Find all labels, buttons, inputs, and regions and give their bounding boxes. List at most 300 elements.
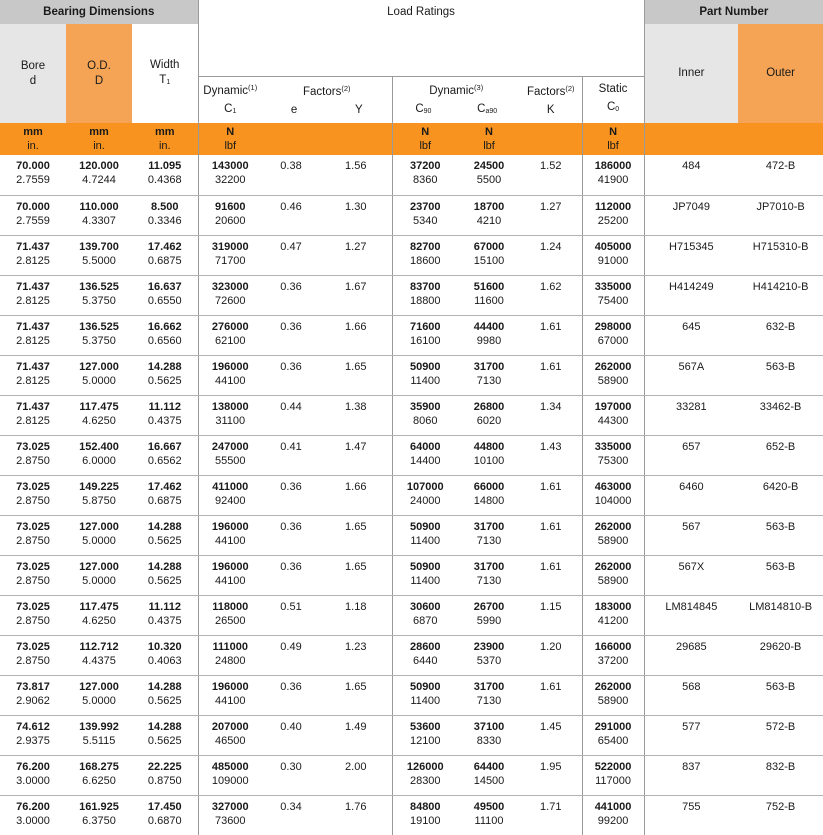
width-cell: [132, 675, 198, 715]
c0-cell: [582, 315, 644, 355]
ca90-value: 37100: [473, 720, 505, 733]
k-cell: [520, 715, 582, 755]
e-value: 0.36: [280, 560, 302, 573]
outer-cell: [738, 235, 823, 275]
c0-cell: [582, 755, 644, 795]
c1-cell: [198, 355, 262, 395]
outer-value: 572-B: [765, 720, 796, 733]
width-cell: [132, 715, 198, 755]
inner-cell: [644, 795, 738, 835]
od-value-secondary: 5.5115: [82, 734, 116, 747]
width-cell: [132, 795, 198, 835]
bore-cell: [0, 755, 66, 795]
c0-value: 291000: [594, 720, 632, 733]
e-cell: [262, 635, 320, 675]
c0-cell: [582, 475, 644, 515]
inner-cell: [644, 635, 738, 675]
bore-cell: [0, 195, 66, 235]
width-cell: [132, 435, 198, 475]
k-value: 1.62: [540, 280, 562, 293]
c0-value-secondary: 104000: [594, 494, 632, 507]
c90-cell: [392, 715, 458, 755]
inner-cell: [644, 435, 738, 475]
width-value-secondary: 0.6870: [147, 814, 182, 827]
y-value: 1.30: [345, 200, 367, 213]
width-value: 16.662: [147, 320, 182, 333]
ca90-value: 49500: [473, 800, 505, 813]
ca90-value: 31700: [473, 360, 505, 373]
width-value: 11.095: [148, 160, 182, 172]
od-header: [66, 24, 132, 123]
c1-value: 196000: [211, 360, 249, 373]
outer-value: 563-B: [765, 680, 796, 693]
width-value: 14.288: [147, 720, 182, 733]
width-value-secondary: 0.5625: [147, 574, 182, 587]
c1-value: 207000: [211, 720, 249, 733]
width-value: 17.450: [147, 800, 182, 813]
ca90-cell: [458, 755, 520, 795]
ca90-cell: [458, 235, 520, 275]
od-value-secondary: 5.8750: [82, 494, 116, 507]
c0-value: 262000: [594, 560, 632, 573]
table-row: [0, 555, 823, 595]
od-value: 110.000: [79, 200, 119, 213]
table-row: [0, 355, 823, 395]
outer-cell: [738, 755, 823, 795]
c0-value: 522000: [594, 760, 632, 773]
ca90-value: 26700: [473, 600, 505, 613]
y-value: 1.56: [345, 160, 367, 172]
c0-cell: [582, 515, 644, 555]
table-row: [0, 435, 823, 475]
od-cell: [66, 595, 132, 635]
bore-value: 76.200: [16, 800, 50, 813]
bore-label: Bore: [20, 59, 46, 72]
c0-cell: [582, 155, 644, 195]
c0-value-secondary: 44300: [597, 414, 629, 427]
bore-value-secondary: 2.9375: [16, 734, 50, 747]
k-value: 1.24: [540, 240, 562, 253]
od-value: 152.400: [79, 440, 119, 453]
c90-value-secondary: 11400: [410, 374, 441, 387]
e-value: 0.40: [280, 720, 302, 733]
ca90-value-secondary: 15100: [473, 254, 505, 267]
ca90-cell: [458, 355, 520, 395]
y-value: 1.49: [345, 720, 367, 733]
e-value: 0.34: [280, 800, 302, 813]
y-cell: [320, 595, 392, 635]
bore-value-secondary: 2.7559: [16, 214, 50, 227]
od-cell: [66, 315, 132, 355]
outer-value: 563-B: [765, 520, 796, 533]
od-value: 117.475: [79, 600, 119, 613]
width-value: 17.462: [147, 480, 182, 493]
bore-value: 73.025: [16, 480, 50, 493]
ca90-cell: [458, 715, 520, 755]
c90-value-secondary: 6440: [413, 654, 438, 667]
width-label: Width: [150, 58, 180, 71]
e-value: 0.36: [280, 360, 302, 373]
inner-value: 837: [682, 760, 701, 773]
bore-value-secondary: 2.8125: [16, 374, 50, 387]
y-cell: [320, 795, 392, 835]
y-cell: [320, 275, 392, 315]
k-value: 1.61: [540, 520, 562, 533]
c0-value: 335000: [594, 280, 632, 293]
od-value-secondary: 4.6250: [82, 614, 116, 627]
outer-cell: [738, 715, 823, 755]
c90-cell: [392, 395, 458, 435]
ca90-value-secondary: 6020: [476, 414, 502, 427]
od-value-secondary: 4.7244: [82, 174, 116, 186]
c0-cell: [582, 675, 644, 715]
width-value-secondary: 0.6562: [147, 454, 182, 467]
od-value: 127.000: [79, 360, 119, 373]
c1-cell: [198, 435, 262, 475]
c90-value-secondary: 8360: [413, 174, 438, 186]
ca90-cell: [458, 195, 520, 235]
c1-cell: [198, 395, 262, 435]
table-row: [0, 515, 823, 555]
bore-value: 71.437: [16, 280, 50, 293]
bore-value-secondary: 2.8750: [16, 654, 50, 667]
c0-value: 262000: [594, 680, 632, 693]
k-value: 1.52: [540, 160, 562, 172]
e-cell: [262, 195, 320, 235]
od-cell: [66, 515, 132, 555]
c1-cell: [198, 275, 262, 315]
inner-value: 577: [682, 720, 701, 733]
c0-value: 112000: [594, 200, 632, 213]
inner-value: 567A: [678, 360, 705, 373]
y-value: 1.18: [345, 600, 367, 613]
c1-value: 143000: [211, 160, 249, 172]
bore-cell: [0, 155, 66, 195]
c0-value-secondary: 75400: [597, 294, 629, 307]
outer-cell: [738, 315, 823, 355]
c0-cell: [582, 595, 644, 635]
inner-cell: [644, 715, 738, 755]
k-value: 1.71: [540, 800, 562, 813]
c90-value: 83700: [409, 280, 441, 293]
y-cell: [320, 475, 392, 515]
c1-value: 327000: [211, 800, 249, 813]
outer-cell: [738, 475, 823, 515]
c0-value-secondary: 67000: [597, 334, 629, 347]
y-value: 1.38: [345, 400, 367, 413]
od-value: 168.275: [79, 760, 119, 773]
od-value: 117.475: [79, 400, 119, 413]
c0-value: 197000: [594, 400, 632, 413]
c90-value: 50900: [409, 360, 441, 373]
c90-value-secondary: 18600: [409, 254, 441, 267]
outer-cell: [738, 435, 823, 475]
inner-value: 645: [682, 320, 701, 333]
k-cell: [520, 555, 582, 595]
od-value: 120.000: [79, 160, 119, 172]
k-cell: [520, 355, 582, 395]
bore-value: 70.000: [16, 200, 50, 213]
c90-cell: [392, 555, 458, 595]
bore-cell: [0, 555, 66, 595]
ca90-cell: [458, 555, 520, 595]
inner-cell: [644, 315, 738, 355]
inner-cell: [644, 395, 738, 435]
y-cell: [320, 235, 392, 275]
c90-value-secondary: 5340: [413, 214, 438, 227]
od-value: 112.712: [79, 640, 119, 653]
c90-value: 35900: [409, 400, 441, 413]
c90-value: 50900: [409, 560, 441, 573]
y-cell: [320, 555, 392, 595]
od-cell: [66, 555, 132, 595]
e-value: 0.36: [280, 680, 302, 693]
outer-value: 6420-B: [762, 480, 799, 493]
od-cell: [66, 235, 132, 275]
outer-cell: [738, 675, 823, 715]
bore-value-secondary: 2.8750: [16, 574, 50, 587]
dynamic1-header: Dynamic$^{(1)}$ $C_1$: [198, 76, 262, 123]
od-cell: [66, 275, 132, 315]
y-cell: [320, 195, 392, 235]
inner-value: 657: [682, 440, 701, 453]
y-label: Y: [354, 104, 363, 117]
c1-cell: [198, 555, 262, 595]
outer-value: 29620-B: [759, 640, 802, 653]
c1-value: 196000: [211, 560, 249, 573]
c0-value-secondary: 58900: [597, 374, 629, 387]
c0-value-secondary: 25200: [597, 214, 629, 227]
bore-value-secondary: 2.8125: [16, 414, 50, 427]
k-cell: [520, 315, 582, 355]
ca90-cell: [458, 315, 520, 355]
c90-cell: [392, 595, 458, 635]
outer-cell: [738, 155, 823, 195]
od-cell: [66, 635, 132, 675]
y-cell: [320, 355, 392, 395]
c1-value-secondary: 44100: [214, 574, 246, 587]
bore-cell: [0, 395, 66, 435]
k-cell: [520, 635, 582, 675]
c1-value-secondary: 55500: [214, 454, 246, 467]
od-cell: [66, 475, 132, 515]
outer-cell: [738, 355, 823, 395]
c1-cell: [198, 795, 262, 835]
od-value-secondary: 6.6250: [82, 774, 116, 787]
c90-cell: [392, 795, 458, 835]
e-cell: [262, 715, 320, 755]
width-value: 14.288: [147, 560, 182, 573]
width-value-secondary: 0.5625: [147, 534, 182, 547]
bore-value-secondary: 2.8125: [16, 254, 50, 267]
width-cell: [132, 155, 198, 195]
c1-value-secondary: 32200: [214, 174, 246, 186]
width-value-secondary: 0.6560: [147, 334, 182, 347]
bore-value: 73.025: [16, 440, 50, 453]
outer-value: 563-B: [765, 360, 796, 373]
outer-value: H414210-B: [752, 280, 809, 293]
bore-value: 73.025: [16, 600, 50, 613]
c1-cell: [198, 195, 262, 235]
bore-value-secondary: 2.7559: [16, 174, 50, 186]
ca90-cell: [458, 795, 520, 835]
k-cell: [520, 435, 582, 475]
c90-value: 50900: [409, 680, 441, 693]
table-row: [0, 155, 823, 195]
width-value-secondary: 0.5625: [147, 734, 182, 747]
width-cell: [132, 275, 198, 315]
e-value: 0.38: [280, 160, 302, 172]
e-value: 0.36: [280, 280, 302, 293]
c0-cell: [582, 235, 644, 275]
bore-value-secondary: 2.8750: [16, 534, 50, 547]
ca90-value-secondary: 5990: [476, 614, 502, 627]
c0-value: 335000: [594, 440, 632, 453]
e-cell: [262, 435, 320, 475]
c90-value-secondary: 14400: [409, 454, 441, 467]
bore-value: 71.437: [16, 360, 50, 373]
e-cell: [262, 795, 320, 835]
ca90-cell: [458, 155, 520, 195]
bore-cell: [0, 235, 66, 275]
c90-value: 53600: [409, 720, 441, 733]
c1-cell: [198, 675, 262, 715]
outer-value: 632-B: [765, 320, 796, 333]
y-value: 1.67: [345, 280, 367, 293]
bore-value-secondary: 2.8125: [16, 294, 50, 307]
k-value: 1.43: [540, 440, 562, 453]
c0-cell: [582, 795, 644, 835]
width-value: 14.288: [147, 520, 182, 533]
table-row: [0, 715, 823, 755]
width-value: 22.225: [147, 760, 182, 773]
ca90-value-secondary: 7130: [476, 694, 502, 707]
e-cell: [262, 475, 320, 515]
c0-value: 298000: [594, 320, 632, 333]
width-value-secondary: 0.3346: [147, 214, 182, 227]
c90-value: 84800: [409, 800, 441, 813]
ca90-value-secondary: 5500: [476, 174, 502, 186]
c90-value-secondary: 19100: [409, 814, 441, 827]
width-cell: [132, 395, 198, 435]
c1-value: 411000: [212, 480, 249, 493]
factors2-header: Factors$^{(2)}$ K: [520, 76, 582, 123]
c0-value-secondary: 117000: [595, 774, 631, 787]
ca90-cell: [458, 675, 520, 715]
c90-cell: [392, 635, 458, 675]
e-cell: [262, 755, 320, 795]
c0-value-secondary: 91000: [597, 254, 629, 267]
outer-cell: [738, 635, 823, 675]
inner-cell: [644, 675, 738, 715]
y-cell: [320, 635, 392, 675]
c1-value-secondary: 24800: [214, 654, 246, 667]
c90-cell: [392, 355, 458, 395]
ca90-value-secondary: 7130: [476, 534, 502, 547]
e-value: 0.36: [280, 480, 302, 493]
c90-cell: [392, 235, 458, 275]
y-value: 1.47: [345, 440, 367, 453]
c1-value-secondary: 26500: [214, 614, 246, 627]
width-value: 16.667: [147, 440, 182, 453]
bore-cell: [0, 515, 66, 555]
c1-cell: [198, 235, 262, 275]
inner-value: 567X: [678, 560, 705, 573]
ca90-cell: [458, 395, 520, 435]
table-row: [0, 635, 823, 675]
c1-value-secondary: 62100: [214, 334, 246, 347]
e-value: 0.49: [280, 640, 302, 653]
table-body: [0, 155, 823, 835]
y-cell: [320, 715, 392, 755]
c90-value-secondary: 12100: [409, 734, 441, 747]
c0-value-secondary: 75300: [597, 454, 629, 467]
c0-value-secondary: 37200: [597, 654, 629, 667]
bore-value-secondary: 2.9062: [16, 694, 50, 707]
bore-cell: [0, 795, 66, 835]
od-value-secondary: 4.6250: [82, 414, 116, 427]
c1-cell: [198, 475, 262, 515]
c1-value-secondary: 71700: [214, 254, 246, 267]
k-cell: [520, 595, 582, 635]
od-value: 139.700: [79, 240, 119, 253]
ca90-value: 31700: [473, 680, 505, 693]
k-cell: [520, 195, 582, 235]
width-cell: [132, 635, 198, 675]
c90-value-secondary: 28300: [409, 774, 441, 787]
c1-value-secondary: 44100: [214, 534, 246, 547]
e-cell: [262, 515, 320, 555]
od-value-secondary: 4.3307: [82, 214, 116, 227]
ca90-cell: [458, 595, 520, 635]
e-value: 0.46: [280, 200, 302, 213]
ca90-cell: [458, 515, 520, 555]
k-value: 1.61: [540, 560, 562, 573]
c1-value: 111000: [212, 640, 248, 653]
width-cell: [132, 195, 198, 235]
od-value-secondary: 4.4375: [82, 654, 116, 667]
y-value: 1.66: [345, 480, 367, 493]
k-cell: [520, 515, 582, 555]
ca90-cell: [458, 475, 520, 515]
bore-cell: [0, 275, 66, 315]
outer-cell: [738, 395, 823, 435]
ca90-cell: [458, 435, 520, 475]
inner-value: JP7049: [672, 200, 710, 213]
y-value: 1.23: [345, 640, 367, 653]
e-value: 0.47: [280, 240, 302, 253]
y-cell: [320, 675, 392, 715]
inner-value: 484: [682, 160, 701, 172]
bore-header: [0, 24, 66, 123]
outer-value: 652-B: [765, 440, 796, 453]
c0-cell: [582, 715, 644, 755]
width-value: 8.500: [150, 200, 179, 213]
width-value: 10.320: [147, 640, 182, 653]
c1-value-secondary: 72600: [214, 294, 246, 307]
inner-cell: [644, 155, 738, 195]
c90-cell: [392, 315, 458, 355]
c1-cell: [198, 755, 262, 795]
bore-value: 74.612: [16, 720, 50, 733]
od-cell: [66, 155, 132, 195]
width-value: 17.462: [147, 240, 182, 253]
width-cell: [132, 475, 198, 515]
c90-value-secondary: 6870: [413, 614, 438, 627]
k-value: 1.61: [540, 360, 562, 373]
c0-cell: [582, 395, 644, 435]
ca90-value: 44800: [473, 440, 505, 453]
